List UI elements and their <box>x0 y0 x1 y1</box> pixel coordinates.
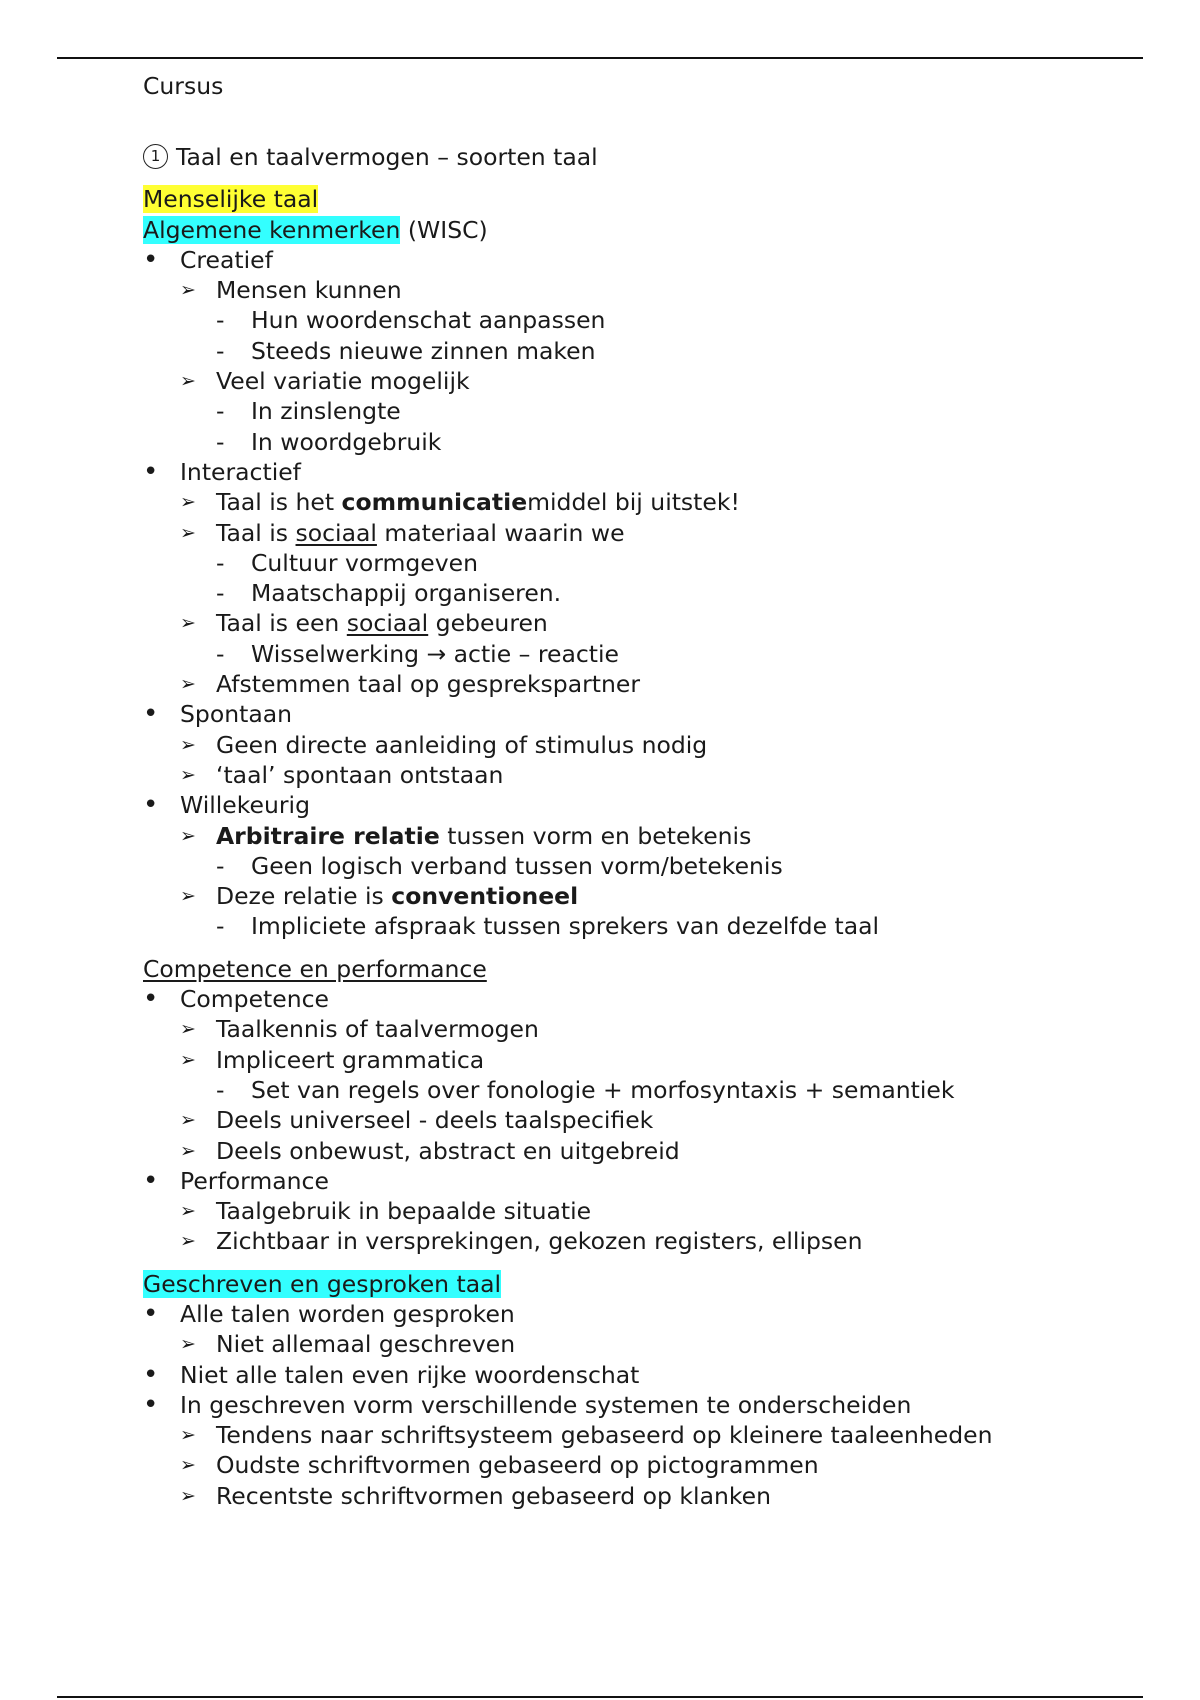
list-item: - In zinslengte <box>216 397 401 426</box>
bullet-icon: • <box>143 244 159 275</box>
list-item: • Alle talen worden gesproken <box>143 1298 515 1329</box>
list-item: - In woordgebruik <box>216 427 442 456</box>
dash-icon: - <box>216 912 225 941</box>
list-item: - Wisselwerking → actie – reactie <box>216 639 619 668</box>
list-item: - Hun woordenschat aanpassen <box>216 306 606 335</box>
list-item: • Niet alle talen even rijke woordenschat <box>143 1359 640 1390</box>
list-item: - Geen logisch verband tussen vorm/betekenis <box>216 851 783 880</box>
section-heading-geschreven: Geschreven en gesproken taal <box>143 1269 502 1298</box>
arrow-icon: ➢ <box>180 521 196 544</box>
dash-icon: - <box>216 306 225 335</box>
header-rule <box>57 57 1143 59</box>
chapter-number: 1 <box>143 144 168 169</box>
bullet-icon: • <box>143 984 159 1015</box>
dash-icon: - <box>216 1075 225 1104</box>
list-item: • Spontaan <box>143 699 293 730</box>
list-item: ➢ Arbitraire relatie tussen vorm en betekenis <box>180 821 752 850</box>
section-heading-competence: Competence en performance <box>143 954 487 983</box>
list-item: • Creatief <box>143 244 273 275</box>
list-item: • Interactief <box>143 456 301 487</box>
bullet-icon: • <box>143 1298 159 1329</box>
course-label: Cursus <box>143 72 224 100</box>
list-item: ➢ Taalkennis of taalvermogen <box>180 1015 539 1044</box>
list-item: ➢ Recentste schriftvormen gebaseerd op klanken <box>180 1481 771 1510</box>
list-item: ➢ Veel variatie mogelijk <box>180 367 470 396</box>
list-item: ➢ Mensen kunnen <box>180 276 402 305</box>
list-item: ➢ Taal is sociaal materiaal waarin we <box>180 518 625 547</box>
footer-rule <box>57 1696 1143 1698</box>
arrow-icon: ➢ <box>180 1333 196 1356</box>
list-item: - Cultuur vormgeven <box>216 548 479 577</box>
bullet-icon: • <box>143 1389 159 1420</box>
list-item: • Performance <box>143 1165 329 1196</box>
arrow-icon: ➢ <box>180 885 196 908</box>
list-item: ➢ Taal is het communicatiemiddel bij uitstek! <box>180 488 740 517</box>
dash-icon: - <box>216 336 225 365</box>
chapter-title: 1 Taal en taalvermogen – soorten taal <box>143 142 1143 172</box>
bullet-icon: • <box>143 699 159 730</box>
list-item: ➢ Taalgebruik in bepaalde situatie <box>180 1197 592 1226</box>
list-item: ➢ Zichtbaar in versprekingen, gekozen registers, ellipsen <box>180 1227 863 1256</box>
list-item: ➢ Afstemmen taal op gesprekspartner <box>180 670 641 699</box>
dash-icon: - <box>216 579 225 608</box>
list-item: ➢ Tendens naar schriftsysteem gebaseerd op kleinere taaleenheden <box>180 1421 993 1450</box>
list-item: ➢ Deze relatie is conventioneel <box>180 882 579 911</box>
dash-icon: - <box>216 851 225 880</box>
arrow-icon: ➢ <box>180 279 196 302</box>
arrow-icon: ➢ <box>180 824 196 847</box>
arrow-icon: ➢ <box>180 1454 196 1477</box>
list-item: ➢ Oudste schriftvormen gebaseerd op pictogrammen <box>180 1451 819 1480</box>
list-item: - Impliciete afspraak tussen sprekers van dezelfde taal <box>216 912 880 941</box>
arrow-icon: ➢ <box>180 1200 196 1223</box>
arrow-icon: ➢ <box>180 491 196 514</box>
list-item: • Competence <box>143 984 329 1015</box>
arrow-icon: ➢ <box>180 1109 196 1132</box>
list-item: ➢ Taal is een sociaal gebeuren <box>180 609 548 638</box>
arrow-icon: ➢ <box>180 1484 196 1507</box>
arrow-icon: ➢ <box>180 1018 196 1041</box>
list-item: ➢ Deels onbewust, abstract en uitgebreid <box>180 1136 680 1165</box>
bullet-icon: • <box>143 456 159 487</box>
dash-icon: - <box>216 427 225 456</box>
list-item: - Set van regels over fonologie + morfosyntaxis + semantiek <box>216 1075 955 1104</box>
list-item: • Willekeurig <box>143 790 310 821</box>
list-item: • In geschreven vorm verschillende systemen te onderscheiden <box>143 1389 912 1420</box>
list-item: ➢ Impliceert grammatica <box>180 1045 485 1074</box>
dash-icon: - <box>216 397 225 426</box>
list-item: ➢ ‘taal’ spontaan ontstaan <box>180 760 504 789</box>
bullet-icon: • <box>143 790 159 821</box>
arrow-icon: ➢ <box>180 673 196 696</box>
bullet-icon: • <box>143 1165 159 1196</box>
bullet-icon: • <box>143 1359 159 1390</box>
document-body <box>143 142 1143 1511</box>
arrow-icon: ➢ <box>180 612 196 635</box>
arrow-icon: ➢ <box>180 1230 196 1253</box>
section-heading-menselijke-taal: Menselijke taal <box>143 185 319 214</box>
dash-icon: - <box>216 639 225 668</box>
list-item: - Maatschappij organiseren. <box>216 579 562 608</box>
list-item: ➢ Deels universeel - deels taalspecifiek <box>180 1106 654 1135</box>
list-item: ➢ Geen directe aanleiding of stimulus nodig <box>180 730 708 759</box>
dash-icon: - <box>216 548 225 577</box>
arrow-icon: ➢ <box>180 1048 196 1071</box>
arrow-icon: ➢ <box>180 370 196 393</box>
arrow-icon: ➢ <box>180 733 196 756</box>
subheading-algemene-kenmerken: Algemene kenmerken (WISC) <box>143 215 488 244</box>
arrow-icon: ➢ <box>180 1139 196 1162</box>
arrow-icon: ➢ <box>180 763 196 786</box>
list-item: ➢ Niet allemaal geschreven <box>180 1330 516 1359</box>
list-item: - Steeds nieuwe zinnen maken <box>216 336 596 365</box>
arrow-icon: ➢ <box>180 1424 196 1447</box>
